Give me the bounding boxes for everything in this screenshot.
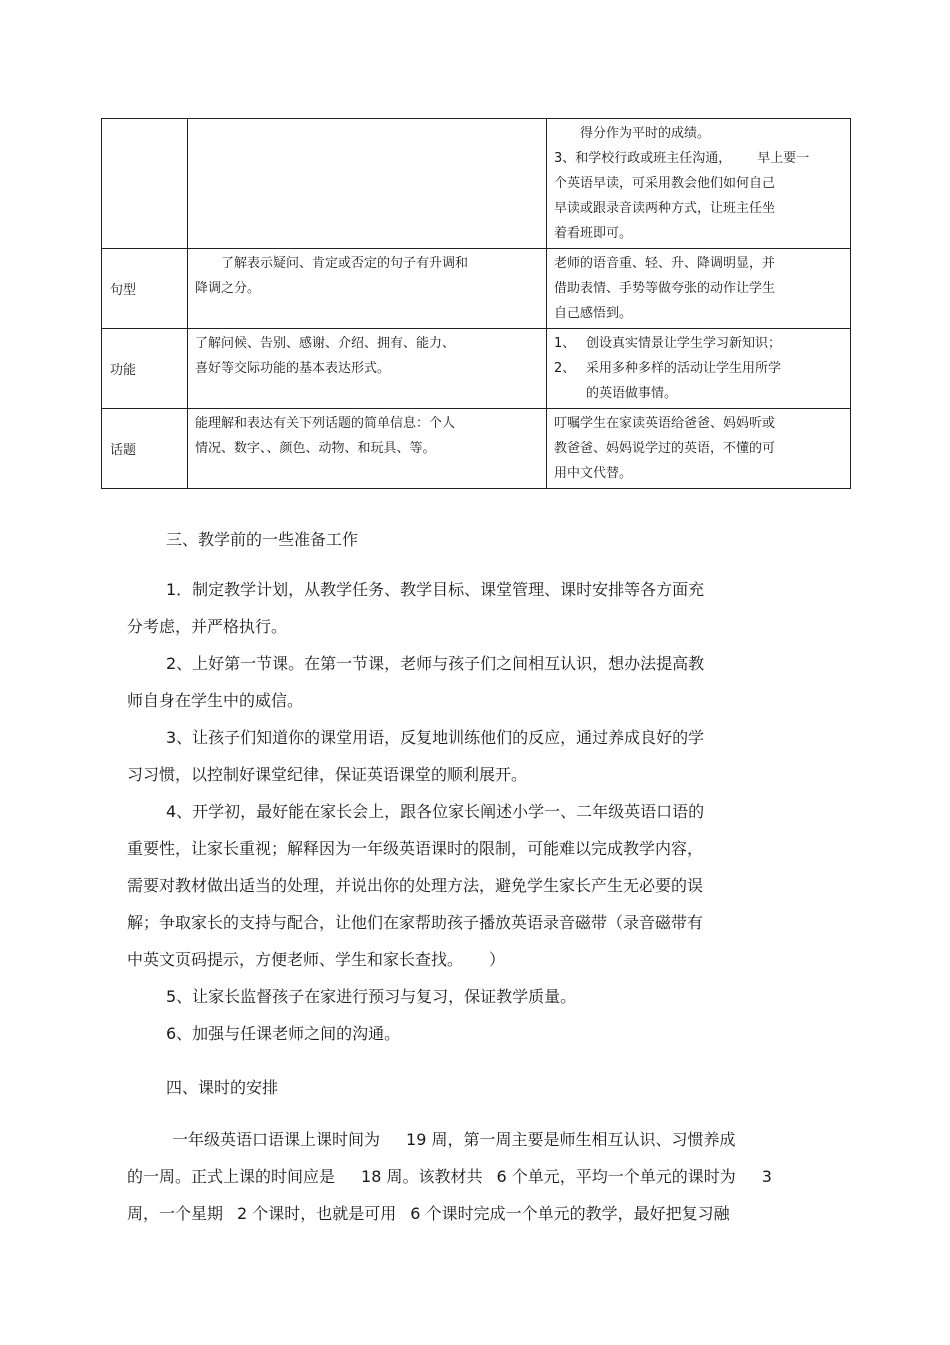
table-row — [102, 119, 851, 249]
row-method: 得分作为平时的成绩。 3、和学校行政或班主任沟通， 早上要一 个英语早读，可采用教会他们如何自己 早读或跟录音读两种方式，让班主任坐 着看班即可。 — [547, 119, 851, 249]
row-label: 句型 — [102, 249, 188, 329]
row-content: 能理解和表达有关下列话题的简单信息：个人 情况、数字、、颜色、动物、和玩具、等。 — [188, 409, 547, 489]
list-item: 2、 采用多种多样的活动让学生用所学 — [554, 361, 782, 376]
row-label: 话题 — [102, 409, 188, 489]
row-method: 叮嘱学生在家读英语给爸爸、妈妈听或 教爸爸、妈妈说学过的英语，不懂的可 用中文代替。 — [547, 409, 851, 489]
section-heading: 四、课时的安排 — [166, 1078, 279, 1097]
list-item: 1、 创设真实情景让学生学习新知识； — [554, 336, 782, 351]
row-method: 1、 创设真实情景让学生学习新知识； 2、 采用多种多样的活动让学生用所学 的英语做事情。 — [547, 329, 851, 409]
table-row — [102, 409, 851, 489]
row-label — [102, 119, 188, 249]
curriculum-table — [101, 118, 851, 489]
section-body: 1．制定教学计划，从教学任务、教学目标、课堂管理、课时安排等各方面充 分考虑，并严格执行。 2、上好第一节课。在第一节课，老师与孩子们之间相互认识，想办法提高教 师自身在学生中的威信。 3、让孩子们知道你的课堂用语，反复地训练他们的反应，通过养成良好的学 习习惯，以控制好课堂纪律，保证英语课堂的顺利展开。 4、开学初，最好能在家长会上，跟各位家长阐述小学一、二年级英语口语的 重要性，让家长重视；解释因为一年级英语课时的限制，可能难以完成教学内容， 需要对教材做出适当的处理，并说出你的处理方法，避免学生家长产生无必要的误 解；争取家长的支持与配合，让他们在家帮助孩子播放英语录音磁带（录音磁带有 中英文页码提示，方便老师、学生和家长查找。 ） 5、让家长监督孩子在家进行预习与复习，保证教学质量。 6、加强与任课老师之间的沟通。 — [127, 580, 705, 1043]
row-label: 功能 — [102, 329, 188, 409]
row-content: 了解问候、告别、感谢、介绍、拥有、能力、 喜好等交际功能的基本表达形式。 — [188, 329, 547, 409]
section-body: 一年级英语口语课上课时间为 19 周，第一周主要是师生相互认识、习惯养成 的一周。正式上课的时间应是 18 周。该教材共 6 个单元，平均一个单元的课时为 3 周，一个星期 2 个课时，也就是可用 6 个课时完成一个单元的教学，最好把复习融 — [127, 1130, 772, 1223]
section-heading: 三、教学前的一些准备工作 — [166, 530, 359, 549]
table-row — [102, 249, 851, 329]
row-content: 了解表示疑问、肯定或否定的句子有升调和 降调之分。 — [188, 249, 547, 329]
row-content — [188, 119, 547, 249]
row-method: 老师的语音重、轻、升、降调明显，并 借助表情、手势等做夸张的动作让学生 自己感悟到。 — [547, 249, 851, 329]
table-row — [102, 329, 851, 409]
